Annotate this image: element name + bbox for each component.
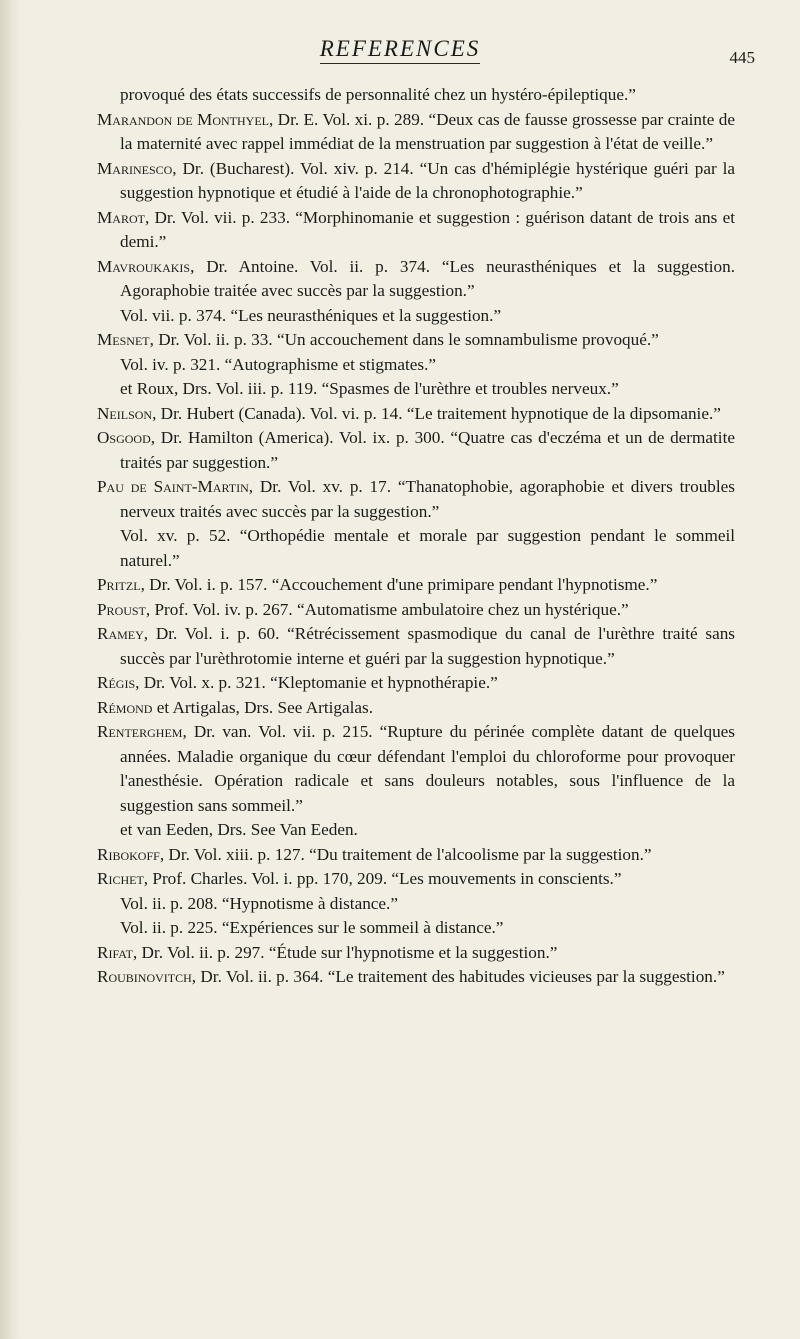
author-name: Rémond [97,697,153,717]
running-title [0,36,800,62]
reference-subentry: Vol. xv. p. 52. “Orthopédie mentale et morale par suggestion pendant le sommeil naturel.” [120,526,735,570]
author-name: Richet [97,869,144,888]
reference-entry: Pritzl, Dr. Vol. i. p. 157. “Accouchement d'une primipare pendant l'hypnotisme.” [97,575,658,594]
reference-entry: Marandon de Monthyel, Dr. E. Vol. xi. p. 289. “Deux cas de fausse grossesse par crainte de la maternité avec rappel immédiat de la menstruation par suggestion à l'état de veille.” [97,109,735,153]
author-name: Roubinovitch [97,967,192,986]
author-name: Ramey [97,624,144,643]
author-name: Marandon de Monthyel [97,109,269,129]
author-name: Marot [97,207,145,227]
reference-entry: Ramey, Dr. Vol. i. p. 60. “Rétrécissement spasmodique du canal de l'urèthre traité sans succès par l'urèthrotomie interne et guéri par la suggestion hypnotique.” [97,624,735,668]
reference-subentry: et van Eeden, Drs. See Van Eeden. [120,820,358,839]
author-name: Pritzl [97,575,141,594]
running-head [0,36,800,66]
running-title-rule [320,63,480,64]
reference-subentry: Vol. ii. p. 225. “Expériences sur le sommeil à distance.” [120,918,504,937]
reference-entry: Marinesco, Dr. (Bucharest). Vol. xiv. p. 214. “Un cas d'hémiplégie hystérique guéri par la suggestion hypnotique et étudié à l'aide de la chronophotographie.” [97,158,735,202]
author-name: Régis [97,673,136,692]
author-name: Osgood [97,428,151,447]
author-name: Pau de Saint-Martin [97,477,249,496]
running-title-text: REFERENCES [319,36,481,61]
author-name: Mesnet [97,330,150,349]
reference-entry: Mesnet, Dr. Vol. ii. p. 33. “Un accouchement dans le somnambulisme provoqué.” [97,330,659,349]
reference-list [97,83,735,990]
reference-subentry: Vol. ii. p. 208. “Hypnotisme à distance.” [120,893,398,913]
author-name: Mavroukakis [97,256,191,276]
reference-entry: Roubinovitch, Dr. Vol. ii. p. 364. “Le traitement des habitudes vicieuses par la suggestion.” [97,967,725,986]
reference-entry: Mavroukakis, Dr. Antoine. Vol. ii. p. 374. “Les neurasthéniques et la suggestion. Agoraphobie traitée avec succès par la suggestion.” [97,256,735,300]
reference-entry: Neilson, Dr. Hubert (Canada). Vol. vi. p. 14. “Le traitement hypnotique de la dipsomanie.” [97,403,721,423]
author-name: Neilson [97,403,153,423]
reference-entry: Régis, Dr. Vol. x. p. 321. “Kleptomanie et hypnothérapie.” [97,673,498,692]
reference-entry: provoqué des états successifs de personnalité chez un hystéro-épileptique.” [120,85,636,104]
reference-subentry: Vol. vii. p. 374. “Les neurasthéniques et la suggestion.” [120,305,502,325]
reference-entry: Rémond et Artigalas, Drs. See Artigalas. [97,697,373,717]
author-name: Marinesco [97,158,173,178]
gutter-shadow [0,0,22,1339]
reference-subentry: et Roux, Drs. Vol. iii. p. 119. “Spasmes de l'urèthre et troubles nerveux.” [120,379,619,398]
reference-subentry: Vol. iv. p. 321. “Autographisme et stigmates.” [120,354,437,374]
author-name: Proust [97,599,146,619]
reference-entry: Rifat, Dr. Vol. ii. p. 297. “Étude sur l'hypnotisme et la suggestion.” [97,942,558,962]
reference-entry: Proust, Prof. Vol. iv. p. 267. “Automatisme ambulatoire chez un hystérique.” [97,599,629,619]
reference-entry: Renterghem, Dr. van. Vol. vii. p. 215. “Rupture du périnée complète datant de quelques années. Maladie organique du cœur défendant l'emploi du chloroforme pour provoquer l'anesthésie. Opération radicale et sans douleurs notables, sous l'influence de la suggestion sans sommeil.” [97,722,735,815]
page-number: 445 [729,48,755,67]
author-name: Renterghem [97,722,183,741]
reference-entry: Ribokoff, Dr. Vol. xiii. p. 127. “Du traitement de l'alcoolisme par la suggestion.” [97,844,652,864]
reference-entry: Richet, Prof. Charles. Vol. i. pp. 170, 209. “Les mouvements in conscients.” [97,869,622,888]
reference-entry: Pau de Saint-Martin, Dr. Vol. xv. p. 17. “Thanatophobie, agoraphobie et divers troubles nerveux traités avec succès par la suggestion.” [97,477,735,521]
author-name: Ribokoff [97,844,160,864]
reference-entry: Marot, Dr. Vol. vii. p. 233. “Morphinomanie et suggestion : guérison datant de trois ans et demi.” [97,207,735,251]
reference-entry: Osgood, Dr. Hamilton (America). Vol. ix. p. 300. “Quatre cas d'eczéma et un de dermatite traités par suggestion.” [97,428,735,472]
author-name: Rifat [97,942,133,962]
